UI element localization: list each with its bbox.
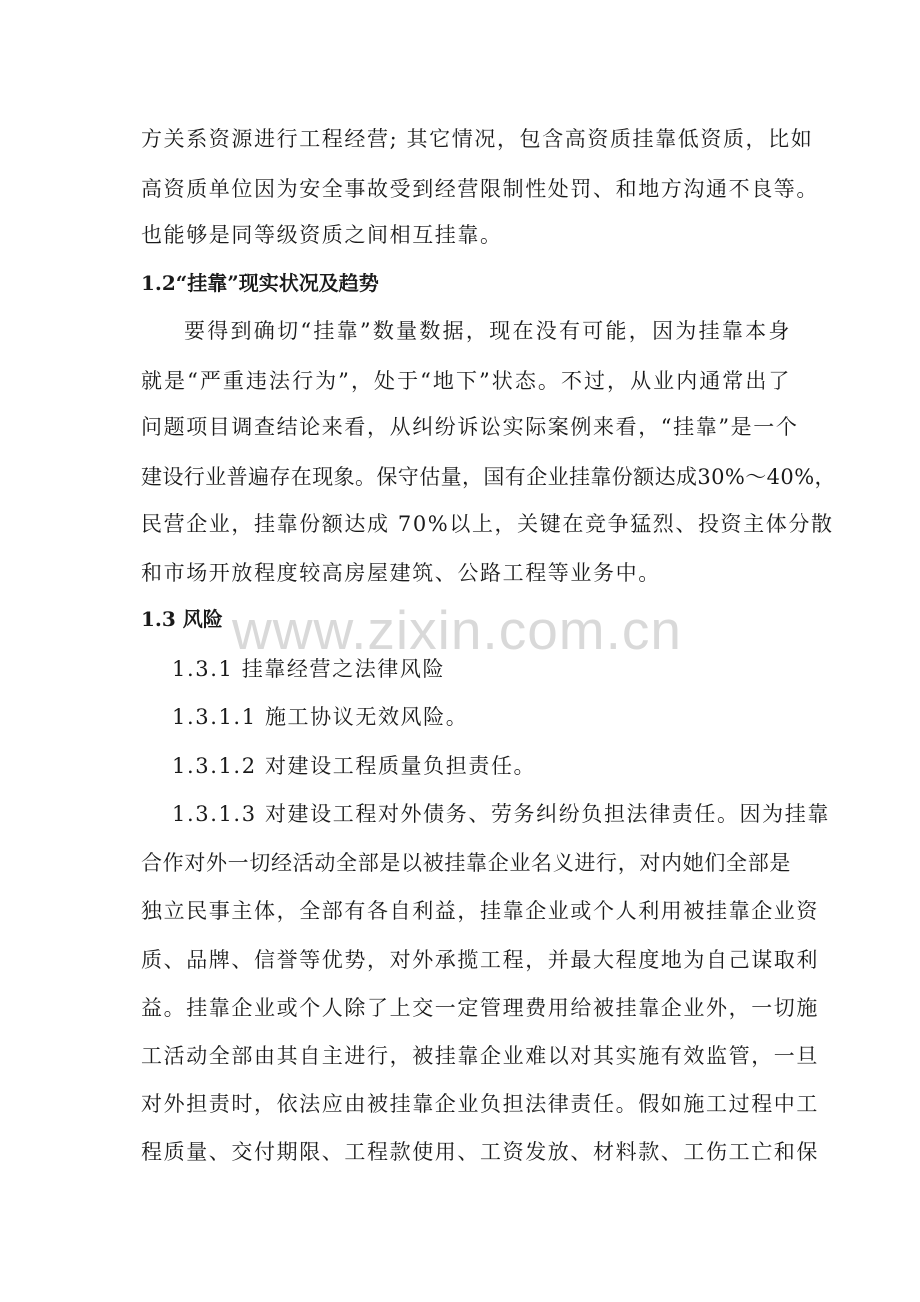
- paragraph-line: 对外担责时，依法应由被挂靠企业负担法律责任。假如施工过程中工: [141, 1092, 819, 1116]
- paragraph-line: 方关系资源进行工程经营; 其它情况，包含高资质挂靠低资质，比如: [141, 127, 814, 151]
- paragraph-line: 合作对外一切经活动全部是以被挂靠企业名义进行，对内她们全部是: [141, 851, 791, 875]
- section-heading-1-2: 1.2“挂靠”现实状况及趋势: [141, 271, 379, 295]
- paragraph-line: 民营企业，挂靠份额达成 70%以上，关键在竞争猛烈、投资主体分散: [141, 512, 834, 536]
- paragraph-line: 要得到确切“挂靠”数量数据，现在没有可能，因为挂靠本身: [184, 319, 791, 343]
- section-heading-1-3: 1.3 风险: [141, 607, 223, 631]
- paragraph-line: 质、品牌、信誉等优势，对外承揽工程，并最大程度地为自己谋取利: [141, 948, 819, 972]
- paragraph-line: 也能够是同等级资质之间相互挂靠。: [141, 223, 503, 247]
- paragraph-line: 问题项目调查结论来看，从纠纷诉讼实际案例来看，“挂靠”是一个: [141, 415, 799, 439]
- paragraph-line: 益。挂靠企业或个人除了上交一定管理费用给被挂靠企业外，一切施: [141, 996, 819, 1020]
- paragraph-line: 就是“严重违法行为”，处于“地下”状态。不过，从业内通常出了: [141, 369, 791, 393]
- paragraph-line: 1.3.1.3 对建设工程对外债务、劳务纠纷负担法律责任。因为挂靠: [172, 802, 830, 826]
- paragraph-line: 工活动全部由其自主进行，被挂靠企业难以对其实施有效监管，一旦: [141, 1044, 819, 1068]
- watermark: www.zixin.com.cn: [232, 599, 682, 661]
- paragraph-line: 建设行业普遍存在现象。保守估量，国有企业挂靠份额达成30%～40%，: [141, 465, 836, 489]
- paragraph-line: 独立民事主体，全部有各自利益，挂靠企业或个人利用被挂靠企业资: [141, 899, 819, 923]
- paragraph-line: 和市场开放程度较高房屋建筑、公路工程等业务中。: [141, 561, 661, 585]
- subsection-1-3-1: 1.3.1 挂靠经营之法律风险: [172, 657, 446, 681]
- paragraph-line: 程质量、交付期限、工程款使用、工资发放、材料款、工伤工亡和保: [141, 1140, 819, 1164]
- subsection-1-3-1-1: 1.3.1.1 施工协议无效风险。: [172, 705, 469, 729]
- subsection-1-3-1-2: 1.3.1.2 对建设工程质量负担责任。: [172, 754, 537, 778]
- paragraph-line: 高资质单位因为安全事故受到经营限制性处罚、和地方沟通不良等。: [141, 177, 819, 201]
